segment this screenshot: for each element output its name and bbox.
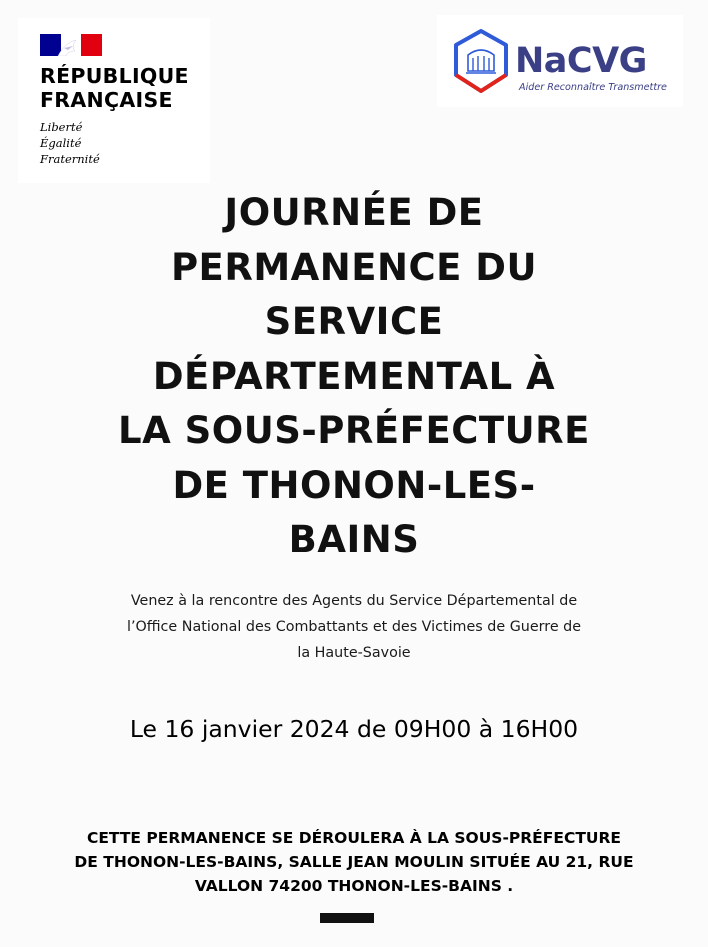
intro-line: l’Office National des Combattants et des Victimes de Guerre de	[126, 619, 582, 635]
main-title	[0, 186, 708, 568]
francaise-word: FRANÇAISE	[40, 88, 173, 112]
event-date: Le 16 janvier 2024 de 09H00 à 16H00	[129, 715, 579, 743]
motto-liberte: Liberté	[40, 120, 83, 134]
nacvg-tagline: Aider Reconnaître Transmettre	[519, 82, 667, 93]
title-line: BAINS	[288, 518, 420, 561]
republique-francaise-logo	[18, 18, 210, 183]
title-line: LA SOUS-PRÉFECTURE	[118, 409, 590, 452]
intro-line: Venez à la rencontre des Agents du Service Départemental de	[130, 593, 578, 609]
intro-paragraph	[0, 588, 708, 666]
title-line: DÉPARTEMENTAL À	[152, 354, 556, 398]
title-line: PERMANENCE DU	[170, 245, 538, 289]
intro-line: la Haute-Savoie	[297, 645, 411, 661]
title-line: JOURNÉE DE	[224, 191, 484, 234]
venue-line: CETTE PERMANENCE SE DÉROULERA À LA SOUS-PRÉFECTURE	[86, 829, 622, 847]
nacvg-logo	[437, 15, 683, 107]
nacvg-emblem-icon	[452, 29, 510, 95]
title-line: DE THONON-LES-	[172, 463, 536, 507]
nacvg-wordmark: NaCVG	[515, 41, 647, 81]
title-line: SERVICE	[264, 300, 444, 343]
bottom-divider	[320, 913, 374, 923]
venue-details	[0, 826, 708, 898]
venue-line: DE THONON-LES-BAINS, SALLE JEAN MOULIN SITUÉE AU 21, RUE	[74, 853, 634, 871]
motto-fraternite: Fraternité	[40, 152, 100, 166]
venue-line: VALLON 74200 THONON-LES-BAINS .	[194, 877, 514, 895]
marianne-flag-icon	[40, 34, 102, 56]
republique-word: RÉPUBLIQUE	[40, 64, 189, 88]
motto-egalite: Égalité	[40, 136, 82, 150]
